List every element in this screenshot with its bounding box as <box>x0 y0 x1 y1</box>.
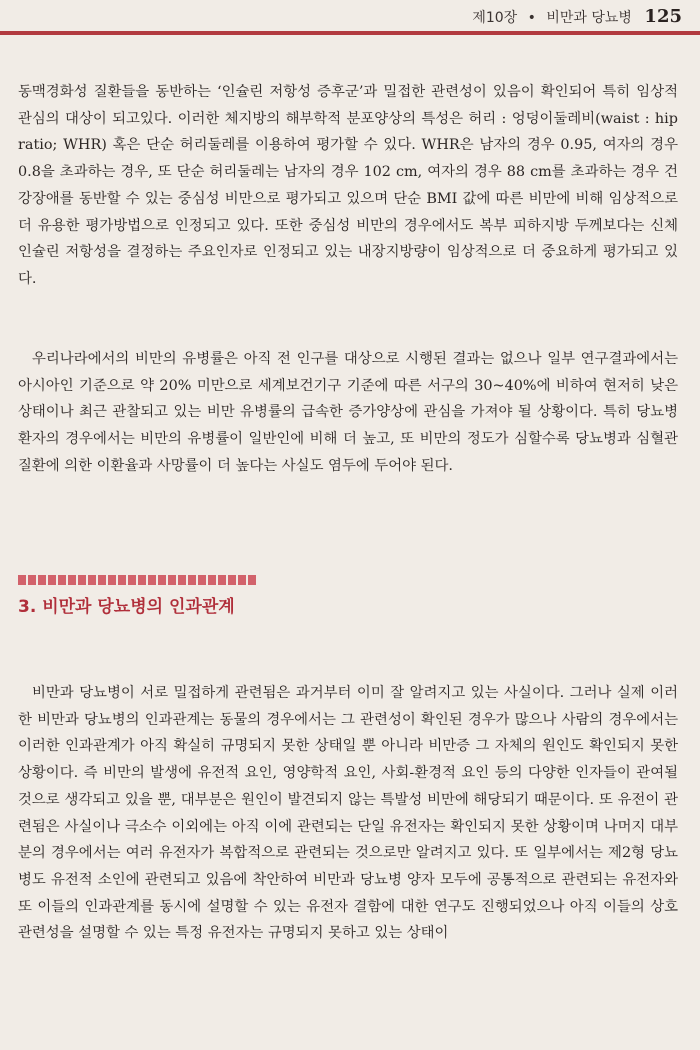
body-paragraph-3: 비만과 당뇨병이 서로 밀접하게 관련됨은 과거부터 이미 잘 알려지고 있는 사실이다. 그러나 실제 이러한 비만과 당뇨병의 인과관계는 동물의 경우에서는 그 관련성이 확인된 경우가 많으나 사람의 경우에서는 이러한 인과관계가 아직 확실히 규명되지 못한 상태일 뿐 아니라 비만증 그 자체의 원인도 확인되지 못한 상황이다. 즉 비만의 발생에 유전적 요인, 영양학적 요인, 사회-환경적 요인 등의 다양한 인자들이 관여될 것으로 생각되고 있을 뿐, 대부분은 원인이 발견되지 않는 특발성 비만에 해당되기 때문이다. 또 유전이 관련됨은 사실이나 극소수 이외에는 아직 이에 관련되는 단일 유전자는 확인되지 못한 상황이며 나머지 대부분의 경우에서는 여러 유전자가 복합적으로 관련되는 것으로만 알려지고 있다. 또 일부에서는 제2형 당뇨병도 유전적 소인에 관련되고 있음에 착안하여 비만과 당뇨병 양자 모두에 공통적으로 관련되는 유전자와 또 이들의 인과관계를 동시에 설명할 수 있는 유전자 결함에 대한 연구도 진행되었으나 아직 이들의 상호관련성을 설명할 수 있는 특정 유전자는 규명되지 못하고 있는 상태이 <box>18 685 678 942</box>
chapter-number: 제10장 <box>472 10 518 26</box>
running-header <box>0 0 700 36</box>
header-text <box>472 6 682 27</box>
header-separator: • <box>527 10 536 26</box>
body-paragraph-1: 동맥경화성 질환들을 동반하는 ‘인슐린 저항성 증후군’과 밀접한 관련성이 있음이 확인되어 특히 임상적 관심의 대상이 되고있다. 이러한 체지방의 해부학적 분포양상의 특성은 허리 : 엉덩이둘레비(waist : hip ratio; WHR) 혹은 단순 허리둘레를 이용하여 평가할 수 있다. WHR은 남자의 경우 0.95, 여자의 경우 0.8을 초과하는 경우, 또 단순 허리둘레는 남자의 경우 102 cm, 여자의 경우 88 cm를 초과하는 경우 건강장애를 동반할 수 있는 중심성 비만으로 평가되고 있으며 단순 BMI 값에 따른 비만에 비해 임상적으로 더 유용한 평가방법으로 인정되고 있다. 또한 중심성 비만의 경우에서도 복부 피하지방 두께보다는 신체 인슐린 저항성을 결정하는 주요인자로 인정되고 있는 내장지방량이 임상적으로 더 중요하게 평가되고 있다. <box>18 84 678 287</box>
section-heading: 3. 비만과 당뇨병의 인과관계 <box>18 597 235 617</box>
chapter-title: 비만과 당뇨병 <box>546 10 632 26</box>
header-rule <box>0 31 700 35</box>
section-divider <box>18 575 258 585</box>
body-paragraph-2: 우리나라에서의 비만의 유병률은 아직 전 인구를 대상으로 시행된 결과는 없으나 일부 연구결과에서는 아시아인 기준으로 약 20% 미만으로 세계보건기구 기준에 따른 서구의 30~40%에 비하여 현저히 낮은 상태이나 최근 관찰되고 있는 비만 유병률의 급속한 증가양상에 관심을 가져야 될 상황이다. 특히 당뇨병 환자의 경우에서는 비만의 유병률이 일반인에 비해 더 높고, 또 비만의 정도가 심할수록 당뇨병과 심혈관질환에 의한 이환율과 사망률이 더 높다는 사실도 염두에 두어야 된다. <box>18 351 678 474</box>
page-number: 125 <box>644 6 682 27</box>
